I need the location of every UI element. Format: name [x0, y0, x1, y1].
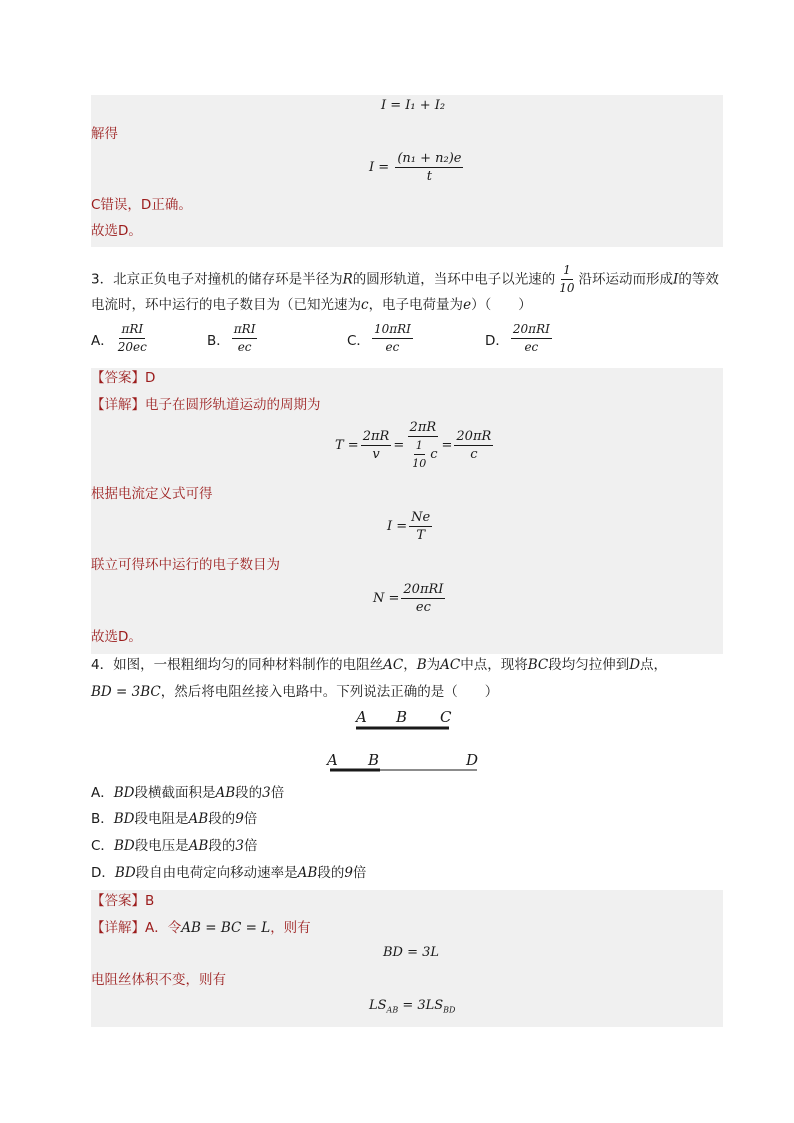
volume-text: 电阻丝体积不变，则有: [91, 972, 226, 988]
label-c-top: C: [440, 708, 452, 726]
choice-text: 故选D。: [91, 629, 142, 645]
solve-label: 解得: [91, 126, 118, 142]
option-3d[interactable]: D． $\frac{\text{20πRI}}{ec}$: [485, 322, 550, 354]
answer-line: 【答案】B: [91, 893, 155, 909]
question-3-line-2: 电流时，环中运行的电子数目为（已知光速为c，电子电荷量为e）（ ）: [91, 297, 532, 313]
option-4b[interactable]: B．BD段电阻是AB段的9倍: [91, 811, 258, 827]
fraction: $\frac{\text{(n₁ + n₂)e}}{t}$: [397, 151, 462, 184]
answer-line: 【答案】D: [91, 370, 156, 386]
option-3c[interactable]: C． $\frac{\text{10πRI}}{ec}$: [347, 322, 411, 354]
label-b-top: B: [396, 708, 408, 726]
equation-bd-length: BD = 3L: [383, 945, 440, 960]
equation-current-result: I = $\frac{\text{(n₁ + n₂)e}}{t}$: [369, 151, 462, 184]
solution-block-q3: [91, 368, 723, 654]
fraction-one-tenth: $\frac{1}{10}$: [559, 263, 575, 295]
label-d-bottom: D: [466, 751, 479, 769]
choice-text: 故选D。: [91, 223, 142, 239]
option-3a[interactable]: A． $\frac{\text{πRI}}{20ec}$: [91, 322, 147, 354]
equation-volume: $LS_{AB} = 3LS_{BD}$: [369, 998, 456, 1015]
option-3b[interactable]: B． $\frac{\text{πRI}}{ec}$: [207, 322, 256, 354]
equation-current-sum: I = I₁ + I₂: [381, 98, 446, 113]
option-4c[interactable]: C．BD段电压是AB段的3倍: [91, 838, 258, 854]
equation-current-definition: I = $\frac{Ne}{T}$: [387, 510, 431, 543]
label-a-bottom: A: [327, 751, 338, 769]
current-definition-text: 根据电流定义式可得: [91, 486, 213, 502]
resistance-wire-figure: [320, 706, 520, 776]
question-4-line-2: BD = 3BC，然后将电阻丝接入电路中。下列说法正确的是（ ）: [91, 684, 499, 700]
label-b-bottom: B: [368, 751, 380, 769]
option-4d[interactable]: D．BD段自由电荷定向移动速率是AB段的9倍: [91, 865, 367, 881]
solution-block-q4: [91, 890, 723, 1027]
detail-line: 【详解】A．令AB = BC = L，则有: [91, 920, 311, 936]
equation-period: T = $\frac{2\pi R}{v}$ = 2πR $\frac{1}{10}$ c = $\frac{20\pi R}{c}$: [335, 420, 492, 470]
question-3-line-1: 3．北京正负电子对撞机的储存环是半径为R的圆形轨道，当环中电子以光速的 $\frac{1}{10}$ 沿环运动而形成I的等效: [91, 263, 719, 295]
option-4a[interactable]: A．BD段横截面积是AB段的3倍: [91, 785, 285, 801]
question-4-line-1: 4．如图，一根粗细均匀的同种材料制作的电阻丝AC，B为AC中点，现将BC段均匀拉伸到D点，: [91, 657, 668, 673]
detail-line: 【详解】电子在圆形轨道运动的周期为: [91, 397, 321, 413]
label-a-top: A: [356, 708, 367, 726]
combine-text: 联立可得环中运行的电子数目为: [91, 557, 280, 573]
equation-electron-count: N = $\frac{\text{20πRI}}{ec}$: [373, 582, 444, 615]
conclusion-text: C错误，D正确。: [91, 197, 192, 213]
solution-block-q2: [91, 95, 723, 247]
